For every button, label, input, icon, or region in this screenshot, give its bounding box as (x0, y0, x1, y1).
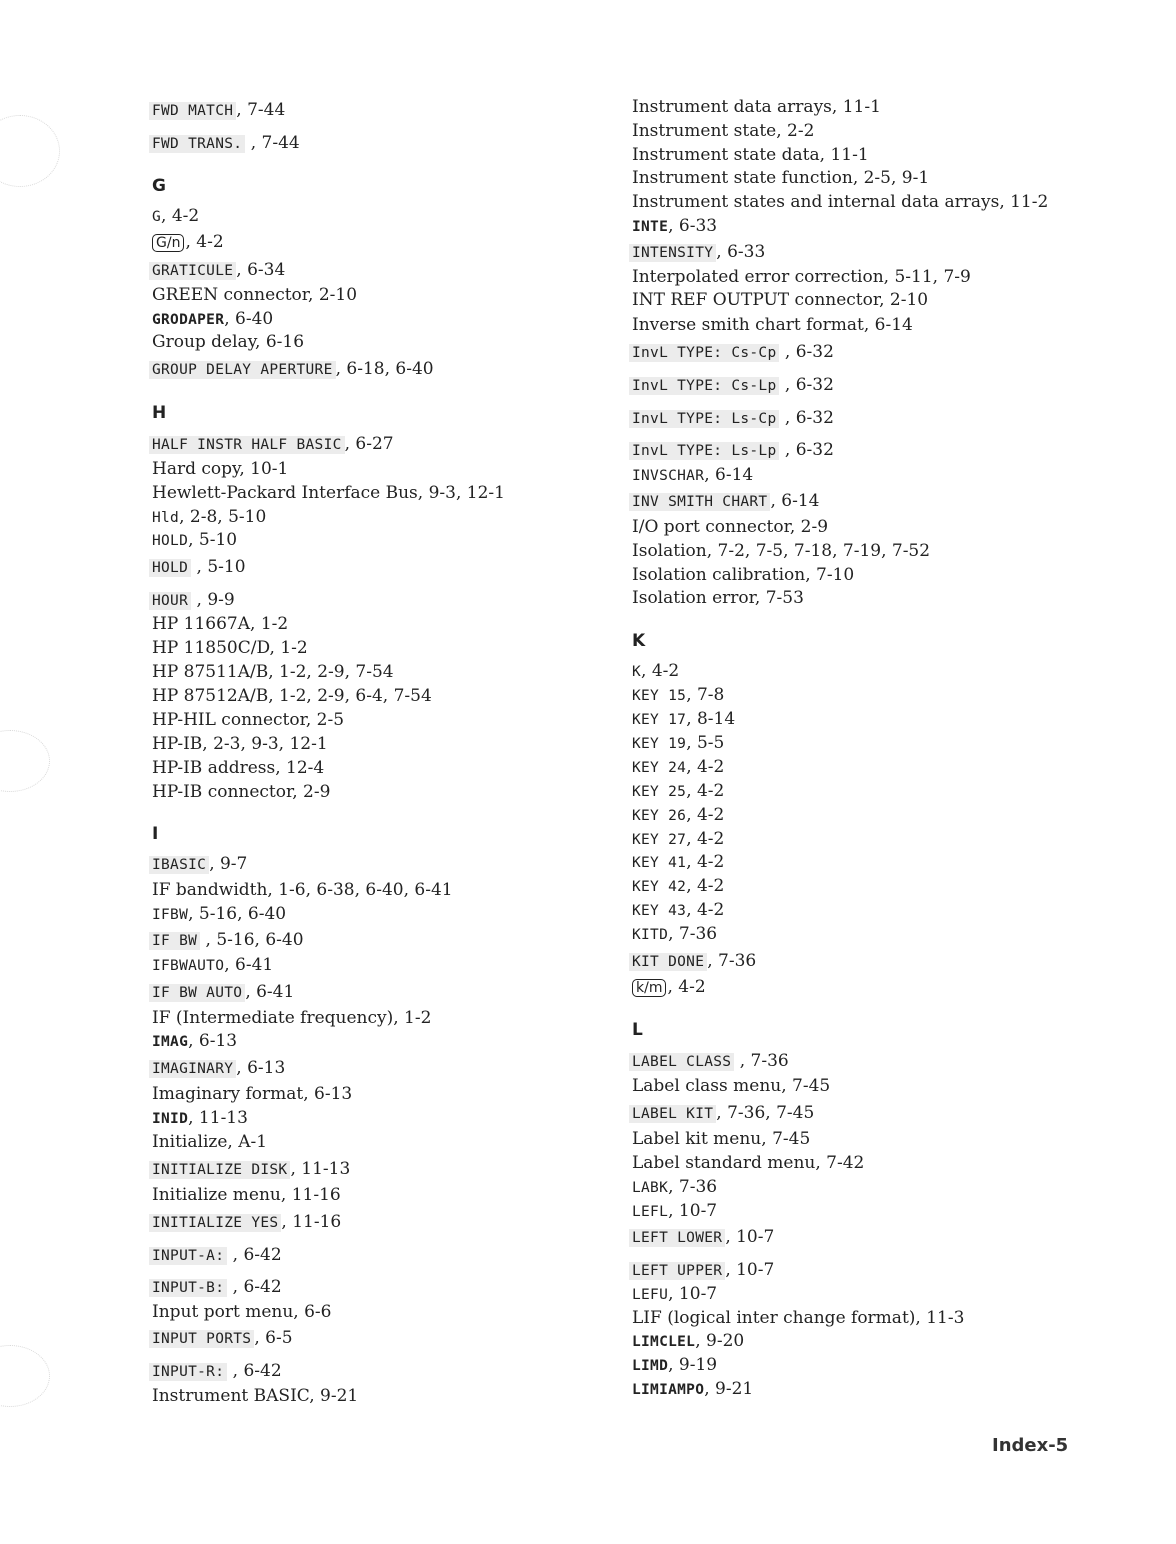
index-entry (152, 483, 505, 503)
index-entry (632, 977, 706, 998)
index-entry (152, 1245, 282, 1266)
page-refs: , 1-2, 2-9, 6-4, 7-54 (268, 686, 432, 706)
index-term: LIF (logical inter change format) (632, 1308, 916, 1328)
command-term: INID (152, 1111, 189, 1127)
command-term: KEY 25 (632, 784, 687, 800)
command-term: KEY 43 (632, 903, 687, 919)
command-term: LABK (632, 1180, 669, 1196)
index-entry (632, 1076, 830, 1096)
softkey-term: InvL TYPE: Ls-Cp (629, 410, 779, 428)
page-refs: , 6-32 (779, 408, 834, 428)
softkey-term: INV SMITH CHART (629, 493, 770, 511)
index-entry (152, 734, 328, 754)
page-refs: , 6-14 (704, 465, 754, 485)
softkey-term: HALF INSTR HALF BASIC (149, 436, 345, 454)
softkey-term: InvL TYPE: Ls-Lp (629, 442, 779, 460)
page-refs: , 5-11, 7-9 (883, 267, 971, 287)
page-refs: , 7-10 (805, 565, 855, 585)
index-term: INT REF OUTPUT (632, 290, 790, 310)
binder-hole-mark (0, 115, 60, 187)
index-entry (632, 242, 765, 263)
page-refs: , 4-2 (161, 206, 200, 226)
index-entry (632, 924, 717, 945)
index-entry (632, 97, 881, 117)
index-term: Instrument BASIC (152, 1386, 310, 1406)
page-refs: , 6-13 (236, 1058, 286, 1078)
page-refs: , 2-9 (789, 517, 829, 537)
page-refs: , 6-18, 6-40 (335, 359, 434, 379)
index-entry (632, 1331, 744, 1352)
command-term: LEFU (632, 1287, 669, 1303)
index-entry (632, 829, 724, 850)
index-term: Inverse smith chart format (632, 315, 864, 335)
page-refs: , 6-16 (255, 332, 305, 352)
index-entry (152, 434, 394, 455)
page-refs: , 10-7 (668, 1284, 718, 1304)
page-refs: , 11-3 (915, 1308, 965, 1328)
softkey-term: FWD TRANS. (149, 135, 245, 153)
index-entry (152, 782, 330, 802)
page-refs: , 2-9 (292, 782, 331, 802)
hardkey-term: k/m (632, 979, 666, 997)
page-refs: , 9-19 (668, 1355, 718, 1375)
page-refs: , 9-7 (209, 854, 248, 874)
page-refs: , 9-9 (191, 590, 235, 610)
softkey-term: KIT DONE (629, 953, 707, 971)
index-term: Label kit menu (632, 1129, 762, 1149)
page-refs: , 7-45 (761, 1129, 811, 1149)
index-entry (632, 1284, 717, 1305)
command-term: KEY 27 (632, 832, 687, 848)
page-refs: , 10-7 (725, 1260, 775, 1280)
index-term: Initialize (152, 1132, 228, 1152)
index-entry (152, 1008, 431, 1028)
command-term: G (152, 209, 162, 225)
index-entry (152, 1185, 341, 1205)
index-term: Instrument data arrays (632, 97, 832, 117)
index-term: HP 11850C/D (152, 638, 270, 658)
index-entry (632, 757, 724, 778)
index-entry (632, 1051, 789, 1072)
index-entry (632, 1103, 814, 1124)
index-entry (632, 661, 679, 682)
page-refs: , 8-14 (686, 709, 736, 729)
index-entry (152, 459, 288, 479)
page-refs: , 5-5 (686, 733, 725, 753)
page-refs: , 9-3, 12-1 (417, 483, 505, 503)
index-term: GREEN (152, 285, 219, 305)
softkey-term: InvL TYPE: Cs-Cp (629, 344, 779, 362)
index-entry (632, 951, 756, 972)
index-entry (632, 1260, 774, 1281)
section-letter-g: G (152, 176, 166, 196)
page-refs: , 4-2 (686, 829, 725, 849)
index-entry (632, 541, 930, 561)
page-refs: , 4-2 (686, 876, 725, 896)
index-term: Isolation (632, 541, 707, 561)
command-term: IFBW (152, 907, 189, 923)
index-term: Interpolated error correction (632, 267, 884, 287)
page-refs: , 1-2, 2-9, 7-54 (268, 662, 394, 682)
page-refs: , 6-40 (224, 309, 274, 329)
page-refs: , A-1 (227, 1132, 268, 1152)
index-entry (632, 440, 834, 461)
index-entry (632, 342, 834, 363)
page-number: Index-5 (992, 1435, 1069, 1456)
index-entry (152, 1132, 267, 1152)
index-entry (632, 852, 724, 873)
index-entry (152, 982, 294, 1003)
page-refs: , 7-36 (668, 924, 718, 944)
page-refs: , 11-13 (188, 1108, 248, 1128)
index-entry (632, 876, 724, 897)
command-term: INVSCHAR (632, 468, 705, 484)
page-refs: , 7-36 (707, 951, 757, 971)
command-term: KEY 15 (632, 688, 687, 704)
index-entry (632, 1308, 964, 1328)
command-term: KITD (632, 927, 669, 943)
index-entry (632, 685, 724, 706)
index-entry (152, 686, 432, 706)
page-refs: , 4-2 (667, 977, 706, 997)
index-entry (152, 232, 224, 253)
index-term: Initialize menu (152, 1185, 281, 1205)
command-term: Hld (152, 510, 180, 526)
index-entry (152, 880, 453, 900)
index-entry (632, 1201, 717, 1222)
page-refs: , 6-14 (863, 315, 913, 335)
index-term: Group delay (152, 332, 256, 352)
page-refs: , 7-36 (668, 1177, 718, 1197)
page-refs: connector, 2-10 (218, 285, 358, 305)
index-entry (632, 408, 834, 429)
softkey-term: INPUT PORTS (149, 1330, 254, 1348)
index-entry (632, 1355, 717, 1376)
index-term: Instrument state (632, 121, 777, 141)
section-letter-k: K (632, 631, 646, 651)
index-entry (632, 517, 828, 537)
softkey-term: IMAGINARY (149, 1060, 236, 1078)
page-refs: , 6-14 (770, 491, 820, 511)
index-entry (152, 133, 300, 154)
page-refs: , 6-42 (227, 1245, 282, 1265)
index-entry (152, 904, 286, 925)
page-refs: , 11-2 (999, 192, 1049, 212)
index-entry (152, 590, 235, 611)
page-refs: , 11-1 (819, 145, 869, 165)
index-term: Isolation calibration (632, 565, 806, 585)
index-term: Hard copy (152, 459, 240, 479)
page-refs: , 6-32 (779, 375, 834, 395)
index-entry (152, 955, 273, 976)
index-entry (152, 1386, 358, 1406)
index-entry (152, 1328, 293, 1349)
index-entry (152, 930, 304, 951)
index-entry (632, 1129, 810, 1149)
index-entry (632, 1227, 774, 1248)
page-refs: , 11-1 (831, 97, 881, 117)
page-refs: , 7-44 (236, 100, 286, 120)
section-letter-h: H (152, 403, 167, 423)
page-refs: , 5-16, 6-40 (200, 930, 304, 950)
index-term: HP 11667A (152, 614, 251, 634)
page-refs: connector, 2-10 (789, 290, 929, 310)
page-refs: , 6-33 (668, 216, 718, 236)
command-term: KEY 24 (632, 760, 687, 776)
page-refs: , 6-5 (254, 1328, 293, 1348)
page-refs: , 1-2 (250, 614, 289, 634)
index-entry (152, 1031, 237, 1052)
page-refs: , 1-2 (393, 1008, 432, 1028)
section-letter-l: L (632, 1020, 643, 1040)
index-entry (152, 1058, 285, 1079)
index-entry (152, 1108, 248, 1129)
index-term: HP 87511A/B (152, 662, 269, 682)
page-refs: , 6-32 (779, 440, 834, 460)
page-refs: , 4-2 (185, 232, 224, 252)
softkey-term: IF BW AUTO (149, 984, 245, 1002)
index-entry (632, 216, 717, 237)
index-entry (632, 781, 724, 802)
index-term: Label class menu (632, 1076, 782, 1096)
page-refs: , 11-16 (281, 1212, 342, 1232)
page-refs: , 9-20 (695, 1331, 745, 1351)
index-term: HP-IB address (152, 758, 276, 778)
page-refs: , 2-2 (776, 121, 815, 141)
page-refs: , 10-7 (668, 1201, 718, 1221)
index-entry (152, 1212, 341, 1233)
command-term: KEY 17 (632, 712, 687, 728)
index-term: Imaginary format (152, 1084, 304, 1104)
index-term: HP 87512A/B (152, 686, 269, 706)
page-refs: , 11-16 (280, 1185, 341, 1205)
page-refs: , 6-34 (236, 260, 286, 280)
index-entry (152, 1277, 282, 1298)
command-term: LIMCLEL (632, 1334, 696, 1350)
command-term: KEY 42 (632, 879, 687, 895)
index-entry (152, 1084, 352, 1104)
index-term: Instrument state function (632, 168, 853, 188)
softkey-term: GROUP DELAY APERTURE (149, 361, 336, 379)
page-refs: , 1-6, 6-38, 6-40, 6-41 (267, 880, 453, 900)
softkey-term: FWD MATCH (149, 102, 236, 120)
page-refs: , 7-36, 7-45 (716, 1103, 815, 1123)
softkey-term: HOUR (149, 592, 191, 610)
index-entry (632, 491, 819, 512)
index-term: I/O port connector (632, 517, 790, 537)
page-refs: , 6-42 (227, 1361, 282, 1381)
index-entry (152, 758, 324, 778)
index-entry (152, 507, 266, 528)
command-term: IMAG (152, 1034, 189, 1050)
softkey-term: INITIALIZE DISK (149, 1161, 290, 1179)
page-refs: , 6-41 (224, 955, 274, 975)
index-term: Input port menu (152, 1302, 294, 1322)
index-entry (152, 285, 357, 305)
page-refs: , 6-32 (779, 342, 834, 362)
index-entry (152, 557, 246, 578)
page-refs: , 7-45 (781, 1076, 831, 1096)
command-term: KEY 41 (632, 855, 687, 871)
index-entry (632, 900, 724, 921)
page-refs: , 2-5 (305, 710, 345, 730)
index-entry (632, 1153, 864, 1173)
command-term: IFBWAUTO (152, 958, 225, 974)
page-refs: , 7-42 (815, 1153, 865, 1173)
index-entry (152, 638, 308, 658)
command-term: LIMIAMPO (632, 1382, 705, 1398)
page-refs: , 4-2 (686, 852, 725, 872)
index-entry (152, 1361, 282, 1382)
index-entry (632, 290, 928, 310)
command-term: LEFL (632, 1204, 669, 1220)
softkey-term: LABEL KIT (629, 1105, 716, 1123)
page-refs: , 2-5, 9-1 (852, 168, 930, 188)
softkey-term: INITIALIZE YES (149, 1214, 281, 1232)
page-refs: , 4-2 (686, 757, 725, 777)
index-entry (152, 359, 434, 380)
index-entry (632, 565, 854, 585)
index-entry (632, 315, 913, 335)
index-entry (152, 614, 288, 634)
index-term: IF (Intermediate frequency) (152, 1008, 394, 1028)
index-term: HP-HIL connector (152, 710, 306, 730)
page-refs: , 7-8 (686, 685, 725, 705)
softkey-term: INPUT-R: (149, 1363, 227, 1381)
page-refs: , 7-53 (754, 588, 804, 608)
command-term: INTE (632, 219, 669, 235)
page-refs: , 5-10 (188, 530, 238, 550)
index-entry (632, 709, 735, 730)
index-entry (152, 530, 237, 551)
page-refs: , 6-13 (188, 1031, 238, 1051)
page-refs: , 4-2 (641, 661, 680, 681)
page-refs: , 9-21 (704, 1379, 754, 1399)
command-term: GRODAPER (152, 312, 225, 328)
index-term: HP-IB (152, 734, 203, 754)
page-refs: , 6-27 (344, 434, 394, 454)
command-term: LIMD (632, 1358, 669, 1374)
page-refs: , 6-33 (716, 242, 766, 262)
index-entry (632, 168, 929, 188)
page-refs: , 1-2 (269, 638, 308, 658)
index-term: Isolation error (632, 588, 755, 608)
softkey-term: LEFT UPPER (629, 1262, 725, 1280)
index-entry (632, 1177, 717, 1198)
page-refs: , 4-2 (686, 781, 725, 801)
index-entry (152, 206, 199, 227)
index-entry (152, 309, 273, 330)
index-entry (632, 145, 869, 165)
command-term: KEY 26 (632, 808, 687, 824)
index-term: Label standard menu (632, 1153, 816, 1173)
page-refs: , 4-2 (686, 900, 725, 920)
index-term: HP-IB connector (152, 782, 293, 802)
index-term: Instrument state data (632, 145, 820, 165)
softkey-term: IF BW (149, 932, 200, 950)
page-refs: , 10-1 (239, 459, 289, 479)
index-entry (152, 662, 394, 682)
index-entry (152, 1159, 350, 1180)
softkey-term: HOLD (149, 559, 191, 577)
page-refs: , 6-6 (293, 1302, 332, 1322)
softkey-term: INPUT-B: (149, 1279, 227, 1297)
softkey-term: INPUT-A: (149, 1247, 227, 1265)
command-term: HOLD (152, 533, 189, 549)
section-letter-i: I (152, 824, 159, 844)
index-entry (152, 332, 304, 352)
page-refs: , 7-2, 7-5, 7-18, 7-19, 7-52 (706, 541, 931, 561)
index-entry (632, 267, 971, 287)
index-entry (152, 710, 344, 730)
index-entry (152, 100, 285, 121)
index-entry (632, 121, 814, 141)
hardkey-term: G/n (152, 234, 184, 252)
index-entry (152, 260, 285, 281)
index-entry (632, 192, 1048, 212)
page-refs: , 2-3, 9-3, 12-1 (202, 734, 328, 754)
page-refs: , 5-10 (191, 557, 246, 577)
page-refs: , 6-42 (227, 1277, 282, 1297)
page-refs: , 4-2 (686, 805, 725, 825)
index-term: Instrument states and internal data arrays (632, 192, 1000, 212)
softkey-term: IBASIC (149, 856, 209, 874)
page-refs: , 11-13 (290, 1159, 351, 1179)
index-entry (632, 1379, 753, 1400)
softkey-term: GRATICULE (149, 262, 236, 280)
page-refs: , 6-41 (245, 982, 295, 1002)
page-refs: , 5-16, 6-40 (188, 904, 287, 924)
command-term: KEY 19 (632, 736, 687, 752)
page-refs: , 7-44 (245, 133, 300, 153)
softkey-term: InvL TYPE: Cs-Lp (629, 377, 779, 395)
index-entry (152, 854, 247, 875)
command-term: K (632, 664, 642, 680)
page-refs: , 7-36 (734, 1051, 789, 1071)
index-entry (632, 588, 804, 608)
index-entry (632, 465, 753, 486)
binder-hole-mark (0, 730, 50, 792)
index-entry (632, 733, 724, 754)
page-refs: , 9-21 (309, 1386, 359, 1406)
page-refs: , 2-8, 5-10 (179, 507, 267, 527)
softkey-term: LEFT LOWER (629, 1229, 725, 1247)
page-refs: , 6-13 (303, 1084, 353, 1104)
page-refs: , 10-7 (725, 1227, 775, 1247)
softkey-term: INTENSITY (629, 244, 716, 262)
softkey-term: LABEL CLASS (629, 1053, 734, 1071)
index-entry (152, 1302, 331, 1322)
index-term: Hewlett-Packard Interface Bus (152, 483, 418, 503)
binder-hole-mark (0, 1345, 50, 1407)
index-term: IF bandwidth (152, 880, 268, 900)
page-refs: , 12-4 (275, 758, 325, 778)
index-entry (632, 375, 834, 396)
index-entry (632, 805, 724, 826)
